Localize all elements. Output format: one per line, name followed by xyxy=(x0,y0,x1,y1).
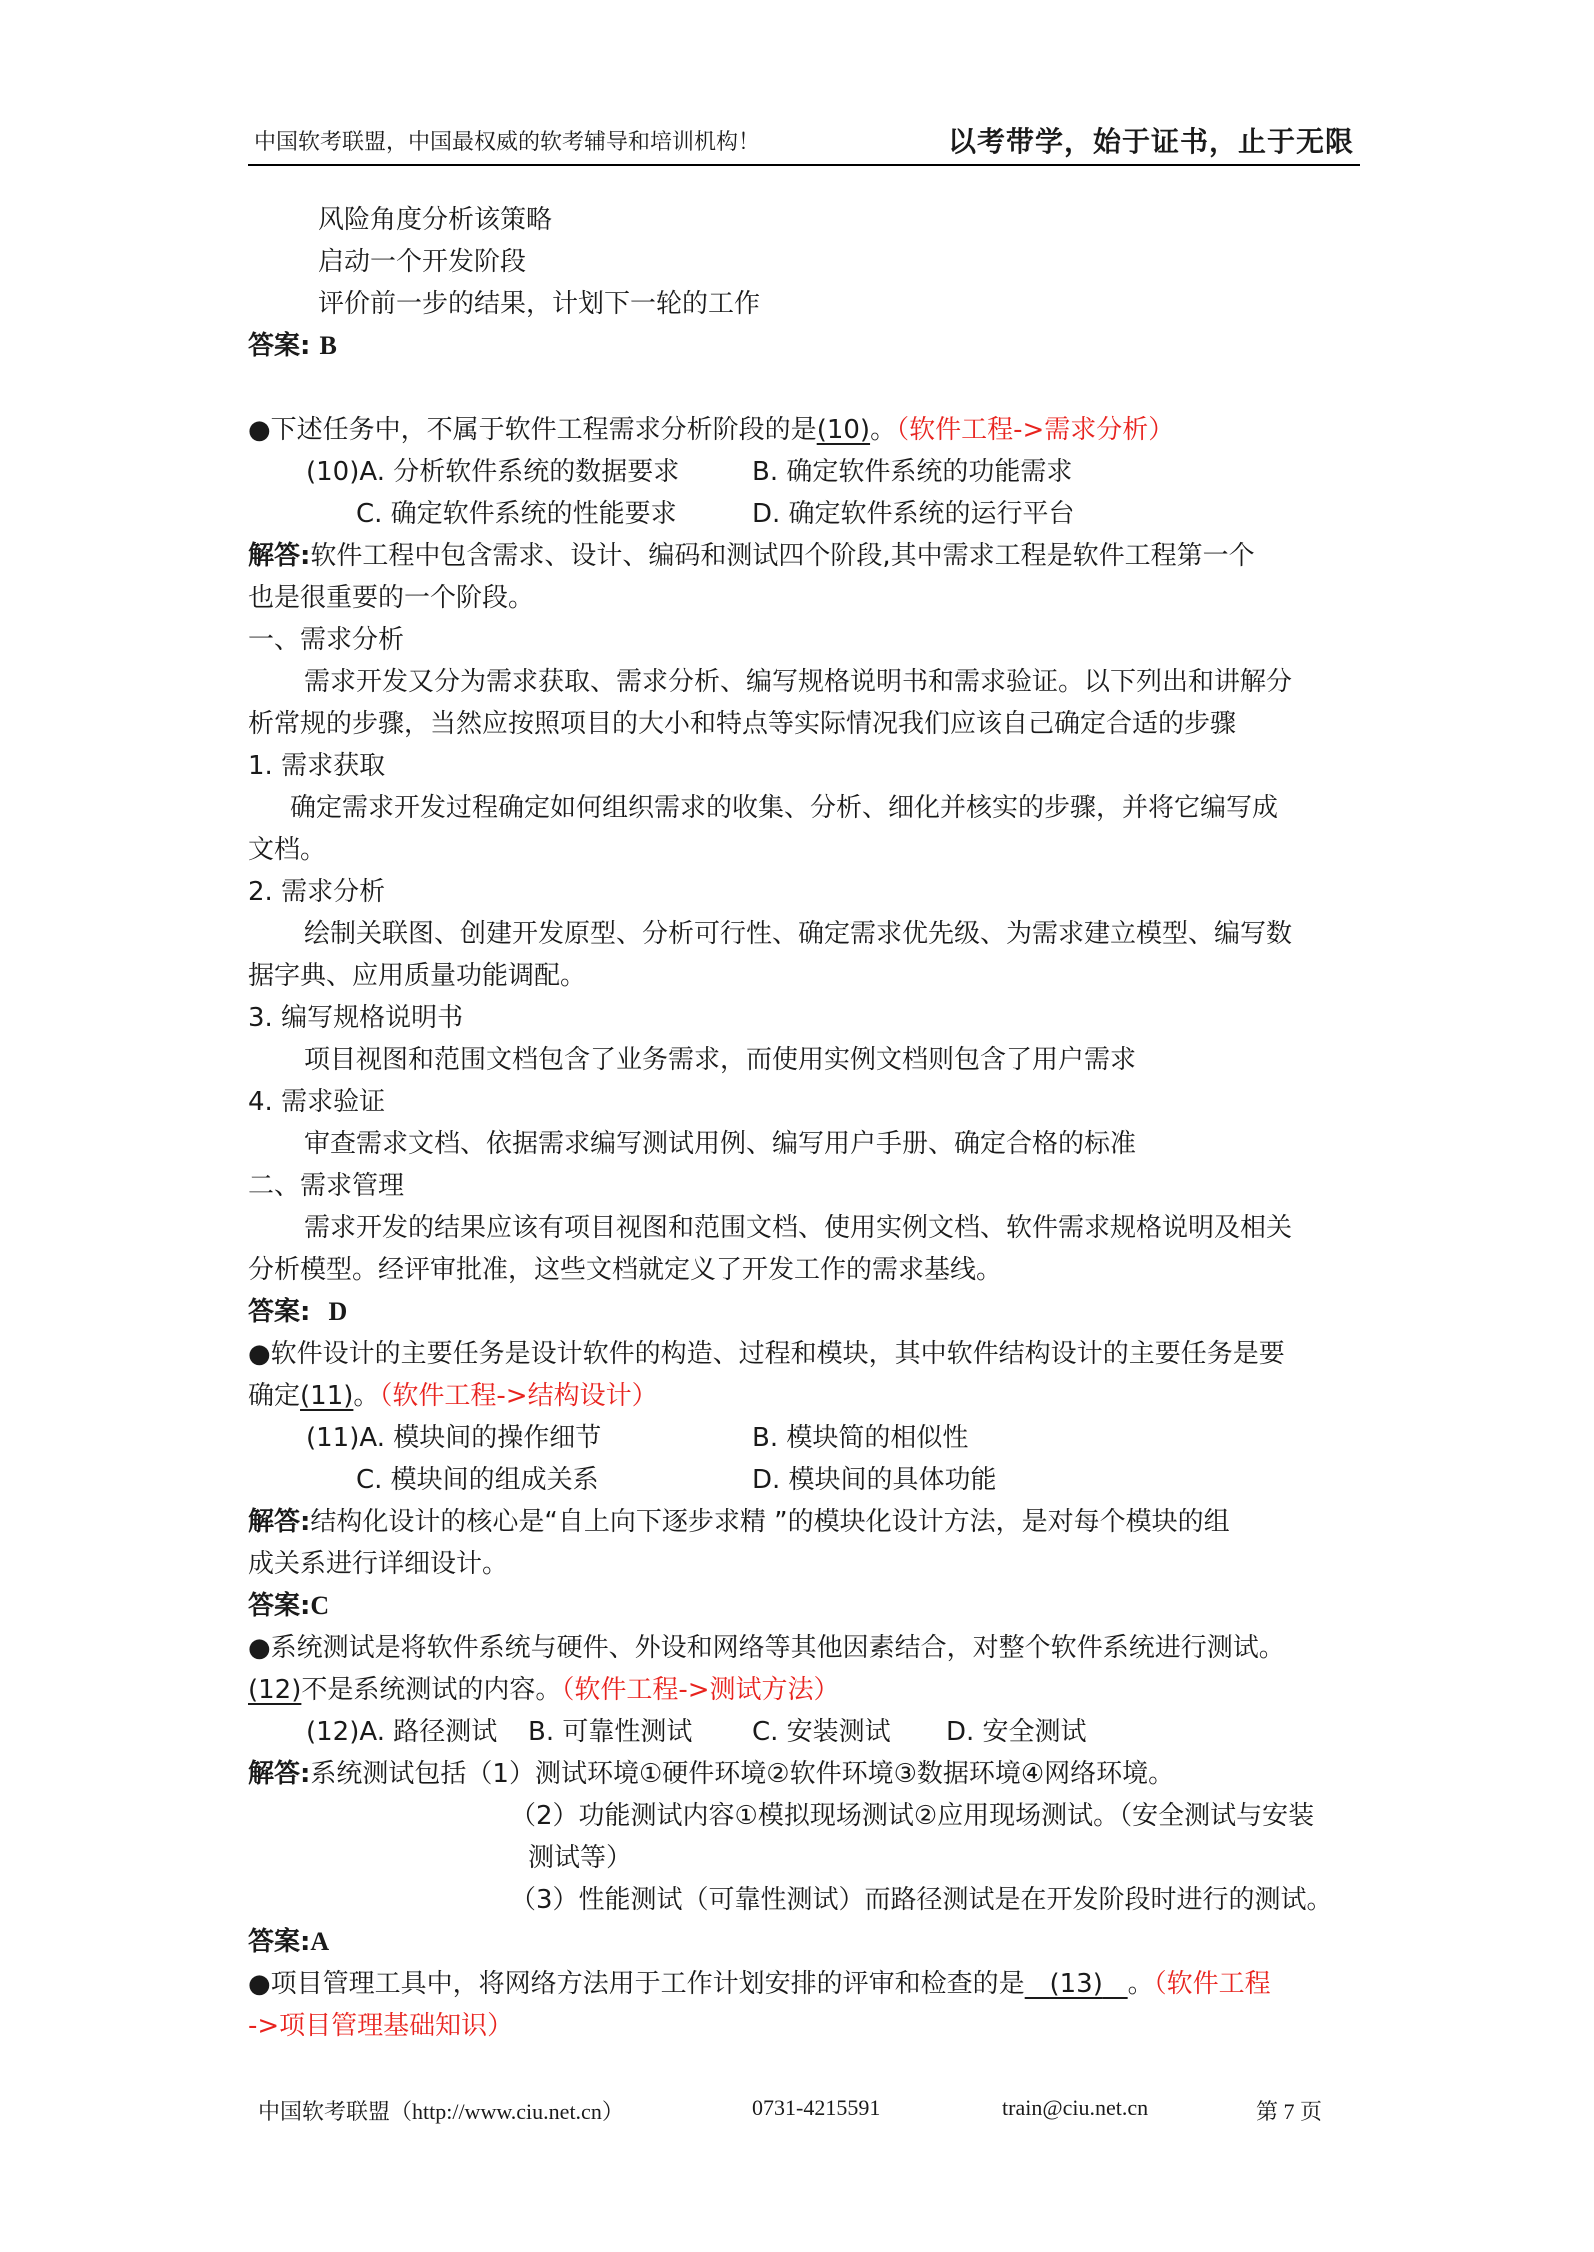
q10-solution-line-2: 也是很重要的一个阶段。 xyxy=(248,583,535,613)
footer-email: train@ciu.net.cn xyxy=(1002,2095,1149,2120)
section-title-requirements-management: 二、需求管理 xyxy=(248,1171,405,1201)
prev-option-line-1: 风险角度分析该策略 xyxy=(318,205,553,235)
solution-label: 解答: xyxy=(248,1507,311,1537)
q13-category: （软件工程 xyxy=(1153,1969,1271,1999)
solution-label: 解答: xyxy=(248,1759,311,1789)
solution-text: 结构化设计的核心是“自上向下逐步求精 ”的模块化设计方法，是对每个模块的组 xyxy=(310,1507,1230,1537)
answer-label: 答案: xyxy=(248,1591,311,1621)
answer-label: 答案: xyxy=(248,1927,311,1957)
q11-stem-line-1: ●软件设计的主要任务是设计软件的构造、过程和模块，其中软件结构设计的主要任务是要 xyxy=(248,1339,1285,1369)
footer-org: 中国软考联盟（http://www.ciu.net.cn） xyxy=(258,2099,624,2124)
q10-option-a: (10)A. 分析软件系统的数据要求 xyxy=(306,457,680,487)
paragraph-line: 析常规的步骤，当然应按照项目的大小和特点等实际情况我们应该自己确定合适的步骤 xyxy=(248,709,1237,739)
prev-option-line-2: 启动一个开发阶段 xyxy=(318,247,527,277)
item-title-requirements-analysis: 2. 需求分析 xyxy=(248,877,386,907)
paragraph-line: 确定需求开发过程确定如何组织需求的收集、分析、细化并核实的步骤，并将它编写成 xyxy=(290,793,1279,823)
q11-solution-line-2: 成关系进行详细设计。 xyxy=(248,1549,509,1579)
q11-solution-line-1 xyxy=(248,1506,1230,1540)
q10-solution-line-1 xyxy=(248,540,1255,574)
q11-stem-text: 确定 xyxy=(248,1381,301,1411)
q13-punct: 。 xyxy=(1127,1969,1154,1999)
q10-answer xyxy=(248,1296,347,1330)
q11-blank: (11) xyxy=(300,1381,354,1411)
q13-stem-text: ●项目管理工具中，将网络方法用于工作计划安排的评审和检查的是 xyxy=(248,1969,1025,1999)
q12-option-c: C. 安装测试 xyxy=(752,1717,891,1747)
paragraph-line: 绘制关联图、创建开发原型、分析可行性、确定需求优先级、为需求建立模型、编写数 xyxy=(304,919,1293,949)
q11-answer xyxy=(248,1590,329,1624)
solution-label: 解答: xyxy=(248,541,311,571)
paragraph-line: 需求开发的结果应该有项目视图和范围文档、使用实例文档、软件需求规格说明及相关 xyxy=(304,1213,1293,1243)
q12-option-b: B. 可靠性测试 xyxy=(528,1717,693,1747)
paragraph-line: 需求开发又分为需求获取、需求分析、编写规格说明书和需求验证。以下列出和讲解分 xyxy=(304,667,1293,697)
solution-text: 系统测试包括（1）测试环境①硬件环境②软件环境③数据环境④网络环境。 xyxy=(310,1759,1175,1789)
q10-stem-text: ●下述任务中，不属于软件工程需求分析阶段的是 xyxy=(248,415,817,445)
q10-blank: (10) xyxy=(816,415,871,445)
q12-solution-line-4: （3）性能测试（可靠性测试）而路径测试是在开发阶段时进行的测试。 xyxy=(510,1885,1333,1915)
prev-answer xyxy=(248,330,337,364)
solution-text: 软件工程中包含需求、设计、编码和测试四个阶段,其中需求工程是软件工程第一个 xyxy=(310,541,1255,571)
q12-stem-line-2 xyxy=(248,1674,840,1708)
q12-answer xyxy=(248,1926,329,1960)
q11-option-c: C. 模块间的组成关系 xyxy=(356,1465,599,1495)
q10-option-c: C. 确定软件系统的性能要求 xyxy=(356,499,677,529)
q12-solution-line-1 xyxy=(248,1758,1174,1792)
answer-value: C xyxy=(310,1591,330,1620)
q11-option-a: (11)A. 模块间的操作细节 xyxy=(306,1423,602,1453)
paragraph-line: 文档。 xyxy=(248,835,327,865)
q13-blank xyxy=(1025,1969,1128,1999)
q10-category: （软件工程->需求分析） xyxy=(896,415,1175,445)
item-title-requirements-validation: 4. 需求验证 xyxy=(248,1087,386,1117)
q12-solution-line-2: （2）功能测试内容①模拟现场测试②应用现场测试。（安全测试与安装 xyxy=(510,1801,1315,1831)
paragraph-line: 据字典、应用质量功能调配。 xyxy=(248,961,587,991)
answer-value: A xyxy=(310,1927,330,1956)
answer-label: 答案: xyxy=(248,331,311,361)
page-header xyxy=(248,120,1360,166)
q13-category-line-2: ->项目管理基础知识） xyxy=(248,2011,514,2041)
q10-option-b: B. 确定软件系统的功能需求 xyxy=(752,457,1073,487)
q12-solution-line-3: 测试等） xyxy=(528,1843,633,1873)
answer-value: B xyxy=(319,331,337,360)
answer-label: 答案: xyxy=(248,1297,311,1327)
q10-stem xyxy=(248,414,1174,448)
q11-option-b: B. 模块简的相似性 xyxy=(752,1423,969,1453)
q10-punct: 。 xyxy=(870,415,897,445)
q11-category: （软件工程->结构设计） xyxy=(379,1381,658,1411)
header-slogan-left: 中国软考联盟，中国最权威的软考辅导和培训机构！ xyxy=(254,130,761,155)
paragraph-line: 项目视图和范围文档包含了业务需求，而使用实例文档则包含了用户需求 xyxy=(304,1045,1137,1075)
item-title-specification: 3. 编写规格说明书 xyxy=(248,1003,464,1033)
item-title-requirements-elicitation: 1. 需求获取 xyxy=(248,751,386,781)
prev-option-line-3: 评价前一步的结果，计划下一轮的工作 xyxy=(318,289,761,319)
q11-option-d: D. 模块间的具体功能 xyxy=(752,1465,997,1495)
q12-blank: (12) xyxy=(248,1675,302,1705)
q12-stem-text: 不是系统测试的内容。 xyxy=(301,1675,562,1705)
header-slogan-right: 以考带学，始于证书，止于无限 xyxy=(947,125,1354,158)
q11-stem-line-2 xyxy=(248,1380,658,1414)
answer-value: D xyxy=(328,1297,348,1326)
q13-blank-number: (13) xyxy=(1049,1969,1103,1999)
q13-stem-line-1 xyxy=(248,1968,1271,2002)
q12-option-a: (12)A. 路径测试 xyxy=(306,1717,498,1747)
q12-category: （软件工程->测试方法） xyxy=(561,1675,840,1705)
paragraph-line: 审查需求文档、依据需求编写测试用例、编写用户手册、确定合格的标准 xyxy=(304,1129,1137,1159)
q12-stem-line-1: ●系统测试是将软件系统与硬件、外设和网络等其他因素结合，对整个软件系统进行测试。 xyxy=(248,1633,1285,1663)
section-title-requirements-analysis: 一、需求分析 xyxy=(248,625,405,655)
q10-option-d: D. 确定软件系统的运行平台 xyxy=(752,499,1075,529)
paragraph-line: 分析模型。经评审批准，这些文档就定义了开发工作的需求基线。 xyxy=(248,1255,1003,1285)
footer-phone: 0731-4215591 xyxy=(752,2095,881,2120)
footer-page-number: 第 7 页 xyxy=(1256,2099,1323,2124)
q11-punct: 。 xyxy=(353,1381,380,1411)
q12-option-d: D. 安全测试 xyxy=(946,1717,1087,1747)
